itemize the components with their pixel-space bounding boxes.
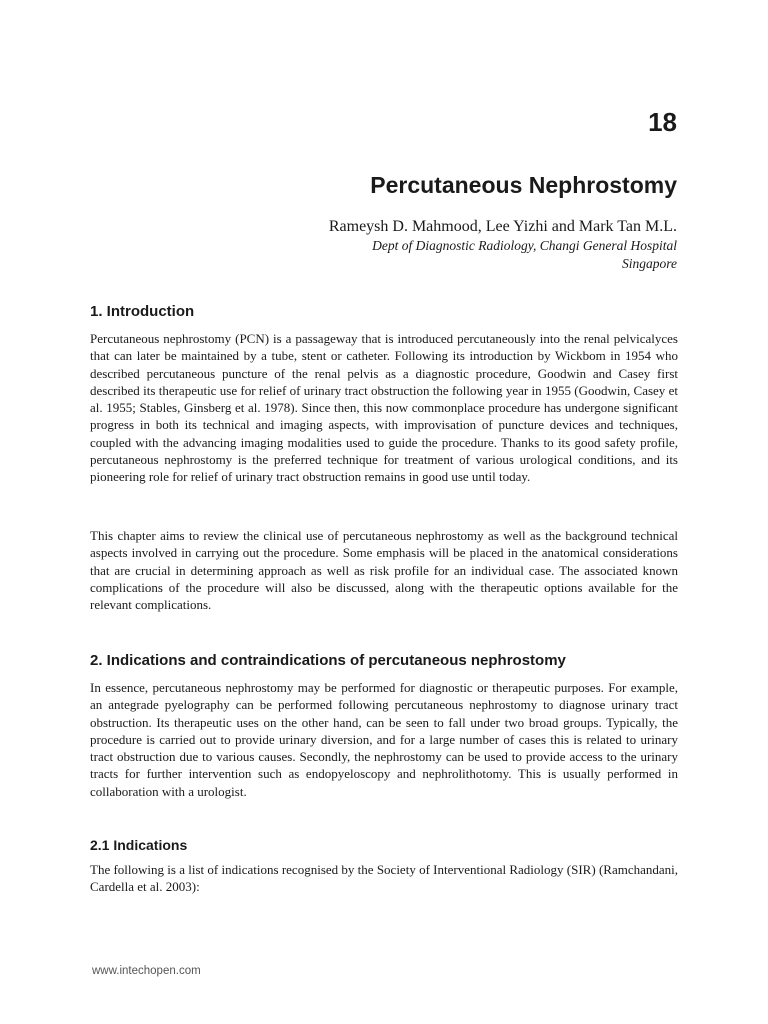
author-list: Rameysh D. Mahmood, Lee Yizhi and Mark Tan M.L. (328, 218, 677, 235)
chapter-title: Percutaneous Nephrostomy (370, 172, 677, 198)
chapter-number: 18 (648, 107, 677, 137)
section-heading-indications: 2. Indications and contraindications of percutaneous nephrostomy (90, 652, 566, 669)
footer-url[interactable]: www.intechopen.com (92, 965, 201, 977)
paragraph-indications-list-intro: The following is a list of indications recognised by the Society of Interventional Radiology (SIR) (Ramchandani, Cardella et al. 2003): (90, 862, 678, 895)
section-heading-introduction: 1. Introduction (90, 303, 195, 320)
affiliation-country: Singapore (622, 256, 677, 271)
affiliation (372, 237, 677, 273)
paragraph-introduction-2: This chapter aims to review the clinical use of percutaneous nephrostomy as well as the background technical aspects involved in carrying out the procedure. Some emphasis will be placed in the anatomical considerations that are crucial in determining approach as well as risk profile for an individual case. The associated known complications of the procedure will also be discussed, along with the therapeutic options available for the relevant complications. (90, 528, 678, 613)
subsection-heading-indications: 2.1 Indications (90, 837, 188, 853)
affiliation-department: Dept of Diagnostic Radiology, Changi General Hospital (372, 238, 677, 253)
paragraph-indications-1: In essence, percutaneous nephrostomy may be performed for diagnostic or therapeutic purposes. For example, an antegrade pyelography can be performed following percutaneous nephrostomy to diagnose urinary tract obstruction. Its therapeutic uses on the other hand, can be seen to fall under two broad groups. Typically, the procedure is carried out to provide urinary diversion, and for a large number of cases this is related to urinary tract obstruction due to various causes. Secondly, the nephrostomy can be used to provide access to the urinary tracts for further intervention such as endopyeloscopy and nephrolithotomy. This is usually performed in collaboration with a urologist. (90, 680, 678, 799)
paragraph-introduction-1: Percutaneous nephrostomy (PCN) is a passageway that is introduced percutaneously into the renal pelvicalyces that can later be maintained by a tube, stent or catheter. Following its introduction by Wickbom in 1954 who described percutaneous puncture of the renal pelvis as a diagnostic procedure, Goodwin and Casey first described its therapeutic use for relief of urinary tract obstruction the following year in 1955 (Goodwin, Casey et al. 1955; Stables, Ginsberg et al. 1978). Since then, this now commonplace procedure has undergone significant progress in both its technical and imaging aspects, with improvisation of puncture devices and techniques, coupled with the advancing imaging modalities used to guide the procedure. Thanks to its good safety profile, percutaneous nephrostomy is the preferred technique for treatment of various urological conditions, and its pioneering role for relief of urinary tract obstruction remains in good use until today. (90, 331, 678, 485)
